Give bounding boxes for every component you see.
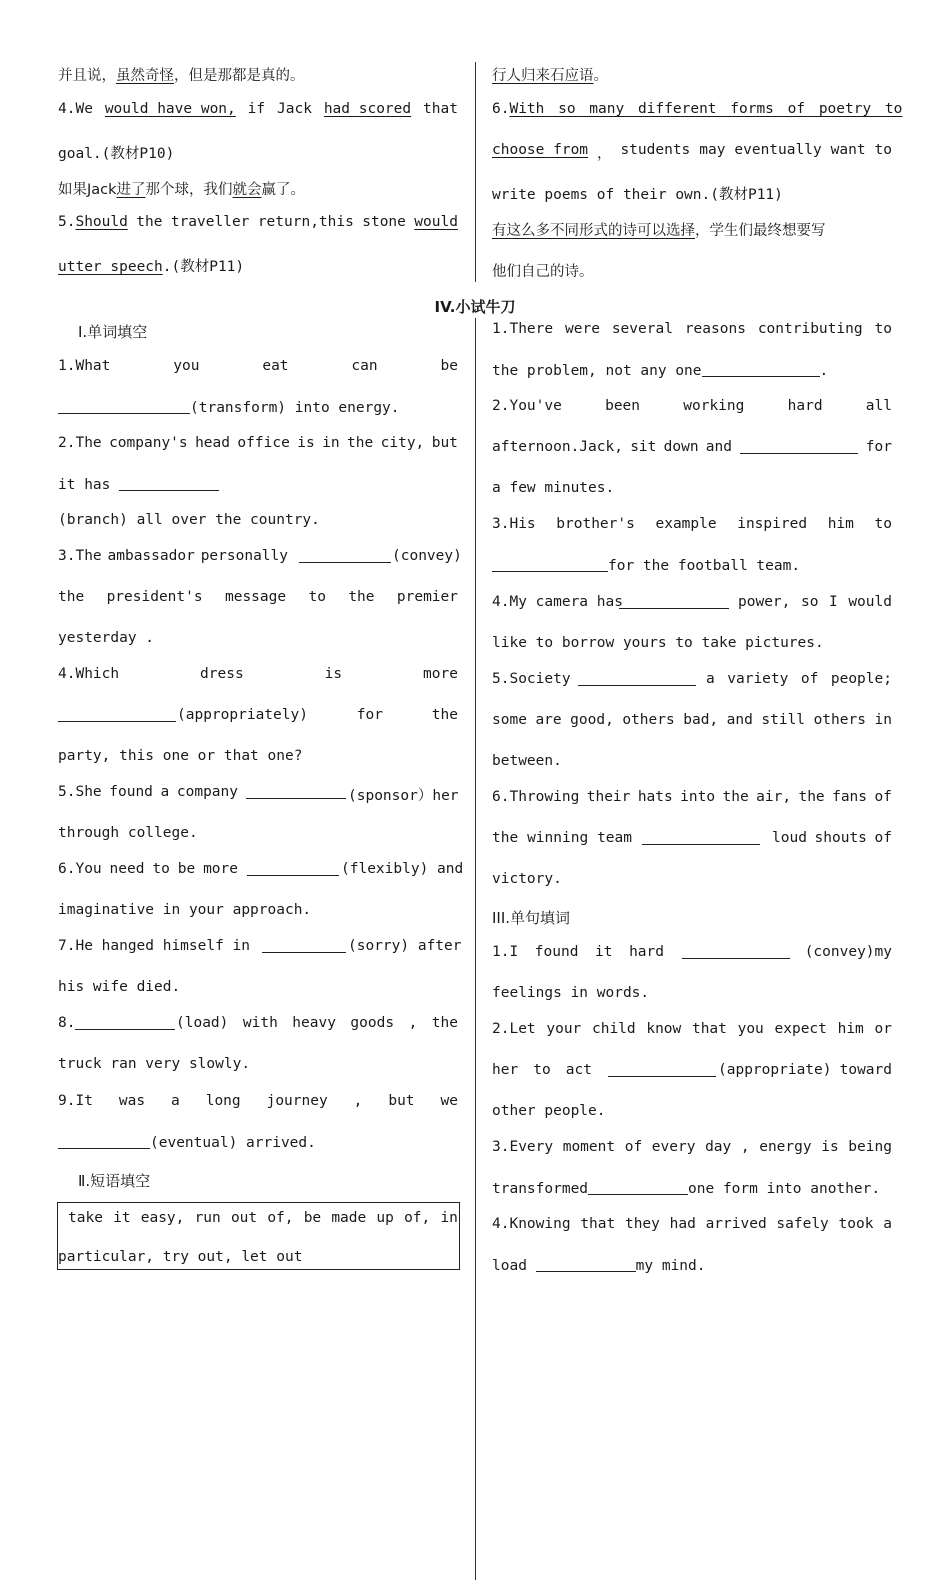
word: in: [322, 435, 340, 451]
word: 4.We: [58, 101, 93, 117]
q9-line-2: [58, 1134, 316, 1151]
word: inspired: [737, 516, 808, 532]
word: 1.There: [492, 321, 554, 337]
word: more: [423, 666, 458, 682]
word: were: [565, 321, 600, 337]
word: up: [376, 1210, 394, 1226]
text: ，学生们最终想要写: [695, 223, 826, 239]
answer-blank[interactable]: [262, 938, 346, 953]
word: stone: [362, 214, 406, 230]
text: my mind.: [635, 1258, 706, 1274]
example-5-line: [58, 214, 458, 230]
answer-blank[interactable]: [608, 1062, 716, 1077]
column-divider-bottom: [475, 318, 476, 1580]
word: premier: [396, 589, 458, 605]
word: the: [798, 789, 825, 805]
text: ，但是那都是真的。: [174, 68, 305, 84]
word: [58, 214, 128, 230]
text: 4.My camera has: [492, 594, 623, 610]
word: some: [492, 712, 527, 728]
word: act: [565, 1062, 592, 1078]
word: her: [492, 1062, 519, 1078]
answer-blank[interactable]: [702, 362, 820, 377]
example-6-line: [492, 101, 903, 117]
r-q1-line: [492, 321, 892, 337]
answer-blank[interactable]: [246, 784, 346, 799]
word: air,: [756, 789, 792, 805]
word: with: [242, 1015, 278, 1031]
underlined-phrase: would have won,: [104, 101, 236, 117]
word: the: [722, 789, 749, 805]
answer-blank[interactable]: [58, 707, 176, 722]
word: (sponsor）her: [348, 788, 459, 804]
word: into: [680, 789, 716, 805]
word: ，: [596, 146, 612, 162]
word: want: [830, 142, 866, 158]
text: .(教材P11): [162, 259, 245, 275]
word: need: [109, 861, 145, 877]
answer-blank[interactable]: [247, 861, 339, 876]
q2-line-2: [58, 476, 219, 493]
word: run: [194, 1210, 221, 1226]
word: in: [874, 712, 892, 728]
word: every: [651, 1139, 696, 1155]
number: 6.: [492, 101, 510, 117]
example-4-source: goal.(教材P10): [58, 146, 175, 162]
word: easy,: [140, 1210, 185, 1226]
word: the: [347, 435, 374, 451]
word: afternoon.Jack,: [492, 439, 623, 455]
word: (sorry) after: [348, 938, 462, 954]
word: heavy: [292, 1015, 336, 1031]
word: expect: [774, 1021, 827, 1037]
underlined-text: 就会: [232, 182, 262, 198]
word: of: [624, 1139, 643, 1155]
word: 2.Let: [492, 1021, 536, 1037]
answer-blank[interactable]: [58, 399, 190, 414]
word: arrived: [705, 1216, 767, 1232]
word: a: [883, 1216, 892, 1232]
word: himself: [162, 938, 224, 954]
word: but: [388, 1093, 415, 1109]
underlined-text: 虽然奇怪: [116, 68, 174, 84]
word: still: [761, 712, 806, 728]
word: bad,: [683, 712, 719, 728]
word: of: [874, 789, 892, 805]
word: 4.Which: [58, 666, 120, 682]
word: be: [303, 1210, 322, 1226]
word: company: [176, 784, 238, 800]
r-q1-line-2: [492, 362, 828, 379]
word: team: [597, 830, 632, 846]
word: hats: [637, 789, 673, 805]
answer-blank[interactable]: [299, 548, 391, 563]
part2-heading: Ⅱ.短语填空: [78, 1172, 151, 1190]
r-q5-line-2: [492, 712, 892, 728]
word: hard: [787, 398, 823, 414]
word: to: [874, 142, 892, 158]
word: company's: [109, 435, 188, 451]
word: 2.The: [58, 435, 102, 451]
word: you: [173, 358, 200, 374]
word: so: [800, 594, 819, 610]
word: it: [595, 944, 613, 960]
q2-line-3: (branch) all over the country.: [58, 512, 320, 528]
q3-line-2: [58, 589, 458, 605]
part1-heading: Ⅰ.单词填空: [78, 323, 148, 341]
underlined-text: 行人归来石应语: [492, 68, 594, 84]
q1-line-2: [58, 399, 400, 416]
word: a: [706, 671, 715, 687]
underlined-phrase: utter speech: [58, 259, 163, 275]
word: is: [324, 666, 343, 682]
word: good,: [570, 712, 614, 728]
translation-line: [58, 64, 305, 85]
example-4-translation: [58, 178, 305, 199]
word: office: [237, 435, 290, 451]
word: 1.I: [492, 944, 519, 960]
word: their: [586, 789, 631, 805]
word: him: [827, 516, 854, 532]
q6-words: [58, 861, 238, 877]
word: and: [726, 712, 753, 728]
word: the: [348, 589, 375, 605]
word: journey: [266, 1093, 328, 1109]
word: it: [113, 1210, 131, 1226]
p3-q2-words-2: [718, 1062, 892, 1078]
word: to: [874, 321, 892, 337]
word: reasons: [684, 321, 746, 337]
word: that: [580, 1216, 616, 1232]
word: power,: [738, 594, 791, 610]
word: variety: [727, 671, 789, 687]
word: of,: [404, 1210, 431, 1226]
word: goods: [350, 1015, 395, 1031]
p3-q3-line-2: [492, 1180, 880, 1197]
p3-q2-line: [492, 1021, 892, 1037]
underlined-phrase: had scored: [323, 101, 412, 117]
word: made: [331, 1210, 367, 1226]
text: load: [492, 1258, 527, 1274]
q4-line: [58, 666, 458, 682]
part3-heading: III.单句填词: [492, 909, 571, 927]
word: are: [535, 712, 562, 728]
example-6-line-2: [492, 142, 892, 163]
p3-q1-words: [492, 944, 664, 960]
word: moment: [562, 1139, 616, 1155]
word: sit: [630, 439, 657, 455]
text: 5.Society: [492, 671, 571, 687]
word: eventually: [734, 142, 822, 158]
r-q5-line-3: between.: [492, 753, 562, 769]
word: (convey): [392, 548, 462, 564]
word: to: [533, 1062, 551, 1078]
word: took: [838, 1216, 874, 1232]
word: ,: [408, 1015, 418, 1031]
word: the: [431, 707, 458, 723]
word: of: [874, 830, 892, 846]
answer-blank[interactable]: [75, 1015, 175, 1030]
word: 4.Knowing: [492, 1216, 571, 1232]
word: eat: [262, 358, 289, 374]
q2-line: [58, 435, 458, 451]
p3-q4-line: [492, 1216, 892, 1232]
text: for the football team.: [608, 558, 801, 574]
word: the: [431, 1015, 458, 1031]
word: message: [224, 589, 287, 605]
word: 7.He: [58, 938, 93, 954]
word: shouts: [814, 830, 867, 846]
word: to: [308, 589, 326, 605]
word: winning: [527, 830, 589, 846]
word: (appropriate): [718, 1062, 832, 1078]
text: 赢了。: [261, 182, 306, 198]
word: know: [646, 1021, 682, 1037]
p3-q3-line: [492, 1139, 892, 1155]
word: that: [691, 1021, 727, 1037]
word: and: [705, 439, 732, 455]
q3-line-3: yesterday .: [58, 630, 155, 646]
word: head: [195, 435, 230, 451]
word: child: [591, 1021, 636, 1037]
word: found: [534, 944, 579, 960]
word: (convey)my: [804, 944, 892, 960]
word: the: [136, 214, 163, 230]
word: a: [171, 1093, 180, 1109]
word: personally: [200, 548, 288, 564]
p3-q2-words: [492, 1062, 592, 1078]
word: the: [58, 589, 85, 605]
r-q6-words: [492, 830, 632, 846]
q8-line-2: truck ran very slowly.: [58, 1056, 251, 1072]
word: to: [874, 516, 892, 532]
r-q4-words: [738, 594, 892, 610]
q4-words: [177, 707, 458, 723]
example-5-end: [58, 255, 244, 276]
word: found: [109, 784, 153, 800]
word: students: [620, 142, 691, 158]
word: down: [663, 439, 699, 455]
text: .: [819, 363, 829, 379]
text: 那个球，我们: [145, 182, 233, 198]
answer-blank[interactable]: [588, 1180, 688, 1195]
word: ambassador: [107, 548, 195, 564]
text: (eventual) arrived.: [150, 1135, 316, 1151]
word: people;: [830, 671, 892, 687]
column-divider-top: [475, 62, 476, 282]
answer-blank[interactable]: [642, 830, 760, 845]
word: example: [655, 516, 717, 532]
answer-blank[interactable]: [119, 476, 219, 491]
example-6-translation-end: 他们自己的诗。: [492, 264, 594, 280]
r-q6-line: [492, 789, 892, 805]
underlined-word: Should: [75, 214, 128, 230]
r-q4-line-2: like to borrow yours to take pictures.: [492, 635, 824, 651]
answer-blank[interactable]: [740, 439, 858, 454]
word: would: [848, 594, 892, 610]
translation-line: [492, 64, 608, 85]
word: traveller: [170, 214, 250, 230]
word: you: [737, 1021, 764, 1037]
word: in: [232, 938, 250, 954]
word: take: [68, 1210, 103, 1226]
text: it has: [58, 477, 111, 493]
r-q3-line: [492, 516, 892, 532]
word: hanged: [101, 938, 155, 954]
text: the problem, not any one: [492, 363, 702, 379]
r-q2-line: [492, 398, 892, 414]
word: others: [622, 712, 675, 728]
q7-words: [58, 938, 250, 954]
word: we: [440, 1093, 458, 1109]
word: toward: [839, 1062, 892, 1078]
word: long: [205, 1093, 241, 1109]
q3-words: [58, 548, 288, 564]
word: is: [821, 1139, 839, 1155]
word: if: [247, 101, 266, 117]
underlined-text: 有这么多不同形式的诗可以选择: [492, 223, 695, 239]
word: of,: [267, 1210, 294, 1226]
r-q6-words-2: [772, 830, 892, 846]
word: was: [118, 1093, 146, 1109]
p3-q1-line-2: feelings in words.: [492, 985, 650, 1001]
q5-line-2: through college.: [58, 825, 198, 841]
word: but: [431, 435, 458, 451]
word: 1.What: [58, 358, 111, 374]
word: day: [705, 1139, 732, 1155]
word: president's: [106, 589, 203, 605]
answer-blank[interactable]: [619, 594, 729, 609]
section-title: IV.小试牛刀: [434, 298, 516, 316]
r-q5-words: [706, 671, 892, 687]
word: ,: [740, 1139, 750, 1155]
q1-line: [58, 358, 458, 374]
word: had: [669, 1216, 696, 1232]
word: out: [230, 1210, 258, 1226]
word: fans: [832, 789, 868, 805]
word: 3.His: [492, 516, 536, 532]
answer-blank[interactable]: [536, 1257, 636, 1272]
word: working: [683, 398, 745, 414]
word: all: [865, 398, 892, 414]
q6-line-2: imaginative in your approach.: [58, 902, 312, 918]
p3-q4-line-2: [492, 1257, 706, 1274]
r-q2-words: [492, 439, 732, 455]
answer-blank[interactable]: [578, 671, 696, 686]
text: (transform) into energy.: [190, 400, 400, 416]
example-6-end: write poems of their own.(教材P11): [492, 187, 783, 203]
word: that: [423, 101, 458, 117]
word: safely: [776, 1216, 829, 1232]
underlined-text: 进了: [116, 182, 146, 198]
word: contributing: [757, 321, 863, 337]
word: 6.Throwing: [492, 789, 580, 805]
text: transformed: [492, 1181, 589, 1197]
word: may: [699, 142, 726, 158]
word: I: [829, 594, 838, 610]
phrase-box-line-1: [68, 1210, 458, 1226]
word: being: [848, 1139, 892, 1155]
q9-line: [58, 1093, 458, 1109]
answer-blank[interactable]: [58, 1134, 150, 1149]
word: dress: [200, 666, 244, 682]
word: city,: [380, 435, 425, 451]
p3-q2-line-3: other people.: [492, 1103, 606, 1119]
word: can: [351, 358, 378, 374]
answer-blank[interactable]: [492, 557, 608, 572]
answer-blank[interactable]: [682, 944, 790, 959]
word: for: [865, 439, 892, 455]
underlined-word: would: [414, 214, 458, 230]
underlined-phrase: With so many different forms of poetry to: [509, 101, 903, 117]
word: of: [800, 671, 819, 687]
r-q3-line-2: [492, 557, 800, 574]
phrase-box-line-2: particular, try out, let out: [58, 1249, 303, 1265]
word: for: [356, 707, 383, 723]
word: Jack: [277, 101, 312, 117]
text: 如果Jack: [58, 182, 117, 198]
word: others: [813, 712, 866, 728]
word: be: [440, 358, 458, 374]
word: (flexibly) and: [341, 861, 464, 877]
text: 。: [593, 68, 608, 84]
word: been: [605, 398, 641, 414]
word: be: [177, 861, 196, 877]
q5-words: [58, 784, 238, 800]
word: return,this: [257, 214, 354, 230]
q8-words: [176, 1015, 458, 1031]
number: 5.: [58, 214, 76, 230]
example-6-translation: [492, 219, 826, 240]
number: 8.: [58, 1015, 76, 1031]
word: your: [546, 1021, 582, 1037]
word: more: [203, 861, 238, 877]
word: energy: [759, 1139, 812, 1155]
word: in: [440, 1210, 458, 1226]
phrase-box: [57, 1202, 460, 1270]
word: hard: [629, 944, 664, 960]
word: is: [297, 435, 315, 451]
underlined-phrase: choose from: [492, 142, 589, 158]
r-q6-line-3: victory.: [492, 871, 562, 887]
r-q2-line-3: a few minutes.: [492, 480, 615, 496]
word: brother's: [556, 516, 635, 532]
word: 3.Every: [492, 1139, 554, 1155]
word: 2.You've: [492, 398, 562, 414]
word: 9.It: [58, 1093, 93, 1109]
word: the: [492, 830, 519, 846]
q4-line-3: party, this one or that one?: [58, 748, 303, 764]
word: loud: [772, 830, 807, 846]
word: several: [611, 321, 673, 337]
word: 6.You: [58, 861, 102, 877]
word: or: [874, 1021, 892, 1037]
word: a: [160, 784, 170, 800]
text: one form into another.: [688, 1181, 881, 1197]
text: 并且说，: [58, 68, 116, 84]
word: to: [152, 861, 170, 877]
word: him: [837, 1021, 864, 1037]
word: they: [624, 1216, 660, 1232]
example-4-line: [58, 101, 458, 117]
word: (load): [176, 1015, 229, 1031]
word: (appropriately): [177, 707, 308, 723]
q7-line-2: his wife died.: [58, 979, 181, 995]
word: 3.The: [58, 548, 102, 564]
word: ,: [353, 1093, 363, 1109]
word: 5.She: [58, 784, 102, 800]
